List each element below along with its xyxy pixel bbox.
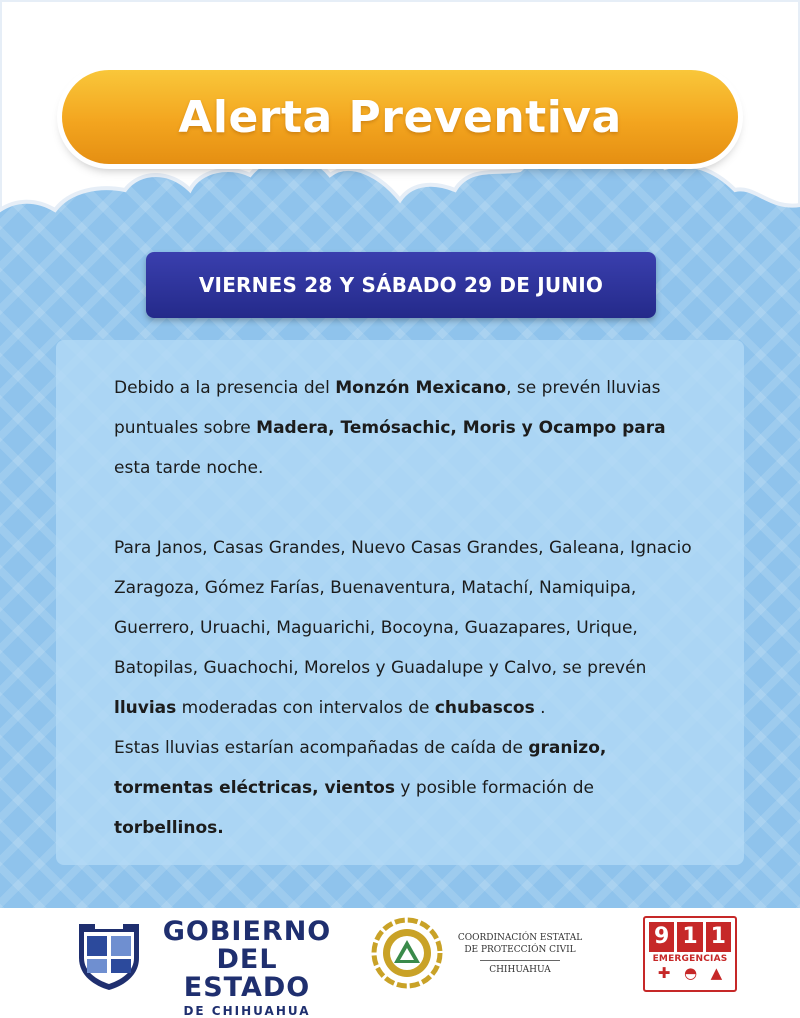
emphasis-text: chubascos xyxy=(434,698,535,718)
body-text: , se prevén lluvias puntuales sobre xyxy=(114,378,661,438)
emphasis-text: Monzón Mexicano xyxy=(335,378,507,398)
gobierno-logo xyxy=(157,918,337,1018)
date-banner xyxy=(146,252,656,318)
pc-line2: DE PROTECCIÓN CIVIL xyxy=(464,945,576,955)
paragraph-municipios xyxy=(114,528,704,728)
gobierno-line2: DEL ESTADO xyxy=(183,944,311,1003)
gobierno-line1: GOBIERNO xyxy=(162,916,332,947)
pc-line3: CHIHUAHUA xyxy=(480,960,560,976)
body-text: esta tarde noche. xyxy=(114,458,264,478)
digit-9: 9 xyxy=(649,922,674,952)
paragraph-monzon xyxy=(114,368,704,488)
proteccion-civil-label xyxy=(450,932,590,976)
body-text: Para Janos, Casas Grandes, Nuevo Casas Grandes, Galeana, Ignacio Zaragoza, Gómez Farías, Buenaventura, Matachí, Namiquipa, Guerrero, Uruachi, Maguarichi, Bocoyna, Guazapares, Urique, Batopilas, Guachochi, Morelos y Guadalupe y Calvo, se prevén xyxy=(114,538,692,678)
civil-protection-emblem-icon xyxy=(372,918,442,988)
police-cap-icon: ◓ xyxy=(683,964,698,982)
body-text: moderadas con intervalos de xyxy=(176,698,435,718)
paragraph-spacer xyxy=(114,488,704,528)
page-title: Alerta Preventiva xyxy=(178,91,622,143)
pc-line1: COORDINACIÓN ESTATAL xyxy=(457,933,583,943)
chihuahua-shield-icon xyxy=(75,920,143,992)
emphasis-text: torbellinos. xyxy=(114,818,224,838)
medical-cross-icon: ✚ xyxy=(657,964,671,982)
body-text: Debido a la presencia del xyxy=(114,378,336,398)
emergencias-911-logo xyxy=(643,916,737,992)
digit-1b: 1 xyxy=(706,922,731,952)
body-text: Estas lluvias estarían acompañadas de caída de xyxy=(114,738,529,758)
gobierno-line3: DE CHIHUAHUA xyxy=(183,1004,311,1018)
fire-icon: ▲ xyxy=(710,964,723,982)
date-label: VIERNES 28 Y SÁBADO 29 DE JUNIO xyxy=(198,273,604,297)
title-banner xyxy=(62,70,738,164)
emphasis-text: granizo, tormentas eléctricas, vientos xyxy=(114,738,607,798)
paragraph-fenomenos xyxy=(114,728,704,848)
alert-text-card xyxy=(56,340,744,865)
emphasis-text: Madera, Temósachic, Moris y Ocampo para xyxy=(256,418,666,438)
emphasis-text: lluvias xyxy=(114,698,177,718)
body-text: y posible formación de xyxy=(394,778,594,798)
emergencias-label: EMERGENCIAS xyxy=(652,954,728,964)
digit-1a: 1 xyxy=(677,922,702,952)
body-text: . xyxy=(534,698,546,718)
